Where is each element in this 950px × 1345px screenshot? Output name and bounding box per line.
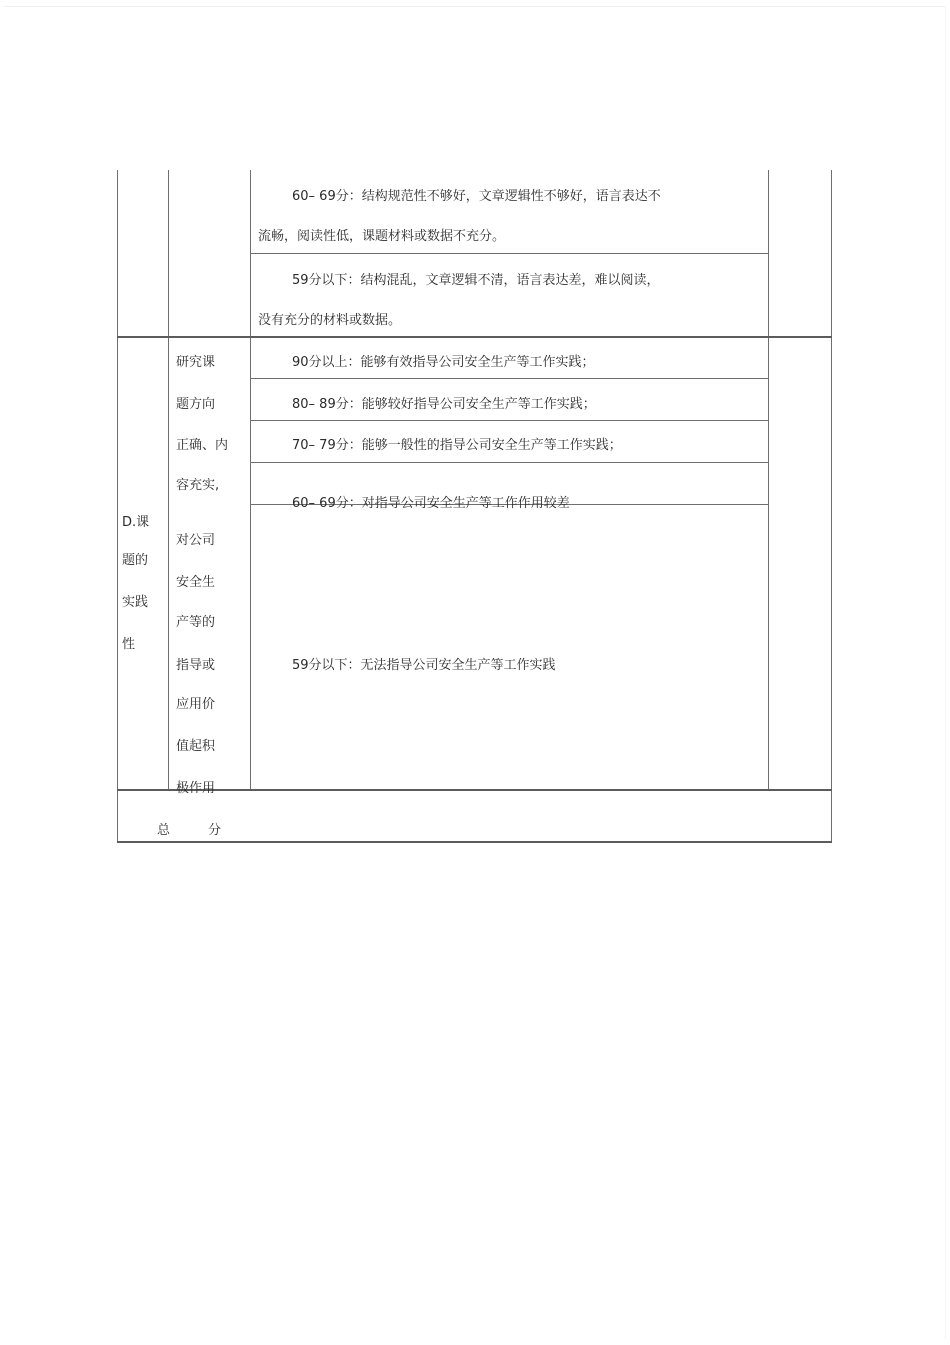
total-label: 分 [208,823,222,838]
category-label: D.课 [122,515,150,530]
criteria-text: 安全生 [176,575,216,590]
grade-text: 70– 79分：能够一般性的指导公司安全生产等工作实践； [292,438,622,453]
criteria-text: 值起积 [176,739,216,754]
criteria-text: 应用价 [176,697,216,712]
page-edge [4,6,946,7]
criteria-text: 产等的 [176,615,216,630]
criteria-text: 正确、内 [176,438,229,453]
total-label: 总 [157,823,171,838]
table-border-left [117,170,118,843]
grade-text: 没有充分的材料或数据。 [258,313,402,328]
grade-text: 59分以下：无法指导公司安全生产等工作实践 [292,658,556,673]
category-label: 题的 [122,553,149,568]
grade-text: 流畅，阅读性低，课题材料或数据不充分。 [258,229,506,244]
table-border-right [831,170,832,843]
criteria-text: 研究课 [176,355,216,370]
grade-text: 90分以上：能够有效指导公司安全生产等工作实践； [292,355,595,370]
criteria-text: 指导或 [176,658,216,673]
row-divider [250,462,769,463]
row-divider [250,378,769,379]
table-col-divider [768,170,769,791]
grade-text: 80– 89分：能够较好指导公司安全生产等工作实践； [292,397,596,412]
section-divider [117,789,832,791]
grade-text: 60– 69分：结构规范性不够好，文章逻辑性不够好，语言表达不 [292,189,661,204]
category-label: 实践 [122,595,149,610]
criteria-text: 极作用 [176,781,216,796]
criteria-text: 容充实, [176,478,220,493]
page-edge [945,6,946,1339]
table-col-divider [168,170,169,791]
table-col-divider [250,170,251,791]
row-divider [250,253,769,254]
table-border-bottom [117,841,832,843]
grade-text: 60– 69分：对指导公司安全生产等工作作用较差 [292,496,570,511]
row-divider [250,420,769,421]
grade-text: 59分以下：结构混乱，文章逻辑不清，语言表达差，难以阅读， [292,273,660,288]
criteria-text: 题方向 [176,397,216,412]
category-label: 性 [122,637,136,652]
section-divider [117,336,832,338]
criteria-text: 对公司 [176,533,216,548]
